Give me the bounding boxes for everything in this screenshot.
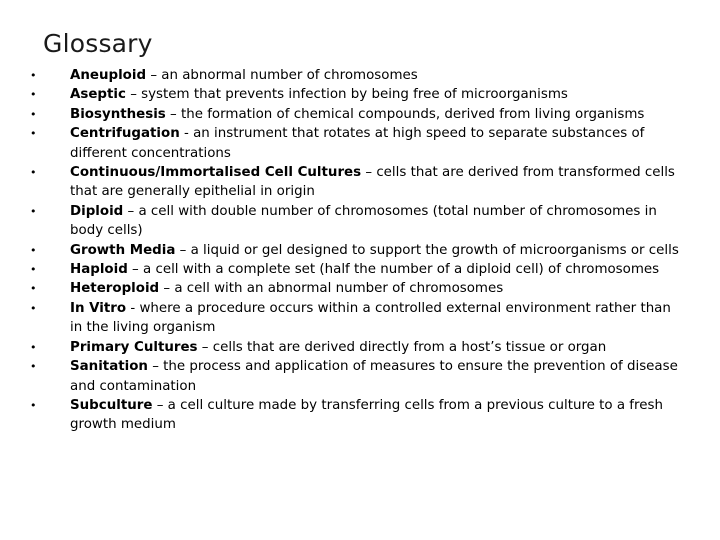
- bullet-icon: •: [30, 301, 37, 315]
- bullet-icon: •: [30, 282, 37, 296]
- page-title: Glossary: [43, 28, 153, 58]
- glossary-item-centrifugation: [30, 124, 680, 163]
- glossary-item-biosynthesis: [30, 105, 680, 124]
- glossary-term: Continuous/Immortalised Cell Cultures: [70, 165, 362, 181]
- glossary-item-sanitation: [30, 357, 680, 396]
- bullet-icon: •: [30, 204, 37, 218]
- glossary-term: Growth Media: [70, 242, 176, 258]
- glossary-definition: – a cell with a complete set (half the number of a diploid cell) of chromosomes: [127, 262, 660, 278]
- glossary-definition: – a cell culture made by transferring cells from a previous culture to a fresh growth medium: [70, 397, 663, 433]
- glossary-term: Heteroploid: [70, 281, 160, 297]
- bullet-icon: •: [30, 360, 37, 374]
- bullet-icon: •: [30, 398, 37, 412]
- bullet-icon: •: [30, 127, 37, 141]
- glossary-item-aseptic: [30, 85, 680, 104]
- glossary-term: Biosynthesis: [70, 106, 166, 122]
- bullet-icon: •: [30, 166, 37, 180]
- glossary-definition: – a cell with double number of chromosomes (total number of chromosomes in body cells): [70, 203, 657, 239]
- glossary-term: Haploid: [70, 262, 128, 278]
- glossary-term: In Vitro: [70, 300, 127, 316]
- bullet-icon: •: [30, 69, 37, 82]
- glossary-item-growth-media: [30, 241, 680, 260]
- bullet-icon: •: [30, 88, 37, 102]
- glossary-item-subculture: [30, 396, 680, 435]
- glossary-term: Sanitation: [70, 359, 148, 375]
- glossary-term: Centrifugation: [70, 126, 180, 142]
- glossary-definition: – cells that are derived from transformed cells that are generally epithelial in origin: [70, 165, 675, 200]
- glossary-term: Aseptic: [70, 87, 126, 103]
- glossary-item-heteroploid: [30, 279, 680, 298]
- bullet-icon: •: [30, 107, 37, 121]
- glossary-definition: – the process and application of measures to ensure the prevention of disease and contamination: [70, 359, 678, 394]
- glossary-item-primary-cultures: [30, 338, 680, 357]
- glossary-definition: - where a procedure occurs within a controlled external environment rather than in the living organism: [70, 300, 671, 336]
- glossary-definition: – cells that are derived directly from a host’s tissue or organ: [197, 339, 607, 355]
- glossary-definition: – a liquid or gel designed to support the growth of microorganisms or cells: [175, 242, 679, 258]
- bullet-icon: •: [30, 340, 37, 354]
- glossary-term: Primary Cultures: [70, 339, 198, 355]
- glossary-definition: – system that prevents infection by being free of microorganisms: [125, 87, 568, 103]
- glossary-definition: – a cell with an abnormal number of chromosomes: [159, 281, 504, 297]
- glossary-item-continuous-cell-cultures: [30, 163, 680, 202]
- glossary-term: Diploid: [70, 203, 124, 219]
- glossary-term: Subculture: [70, 397, 153, 413]
- glossary-item-aneuploid: [30, 66, 680, 85]
- bullet-icon: •: [30, 263, 37, 277]
- glossary-term: Aneuploid: [70, 68, 147, 83]
- bullet-icon: •: [30, 243, 37, 257]
- glossary-item-haploid: [30, 260, 680, 279]
- glossary-item-in-vitro: [30, 299, 680, 338]
- glossary-definition: – an abnormal number of chromosomes: [146, 68, 418, 83]
- glossary-item-diploid: [30, 202, 680, 241]
- glossary-definition: - an instrument that rotates at high speed to separate substances of different concentrations: [70, 126, 645, 161]
- glossary-list: [30, 66, 680, 435]
- glossary-definition: – the formation of chemical compounds, derived from living organisms: [165, 106, 645, 122]
